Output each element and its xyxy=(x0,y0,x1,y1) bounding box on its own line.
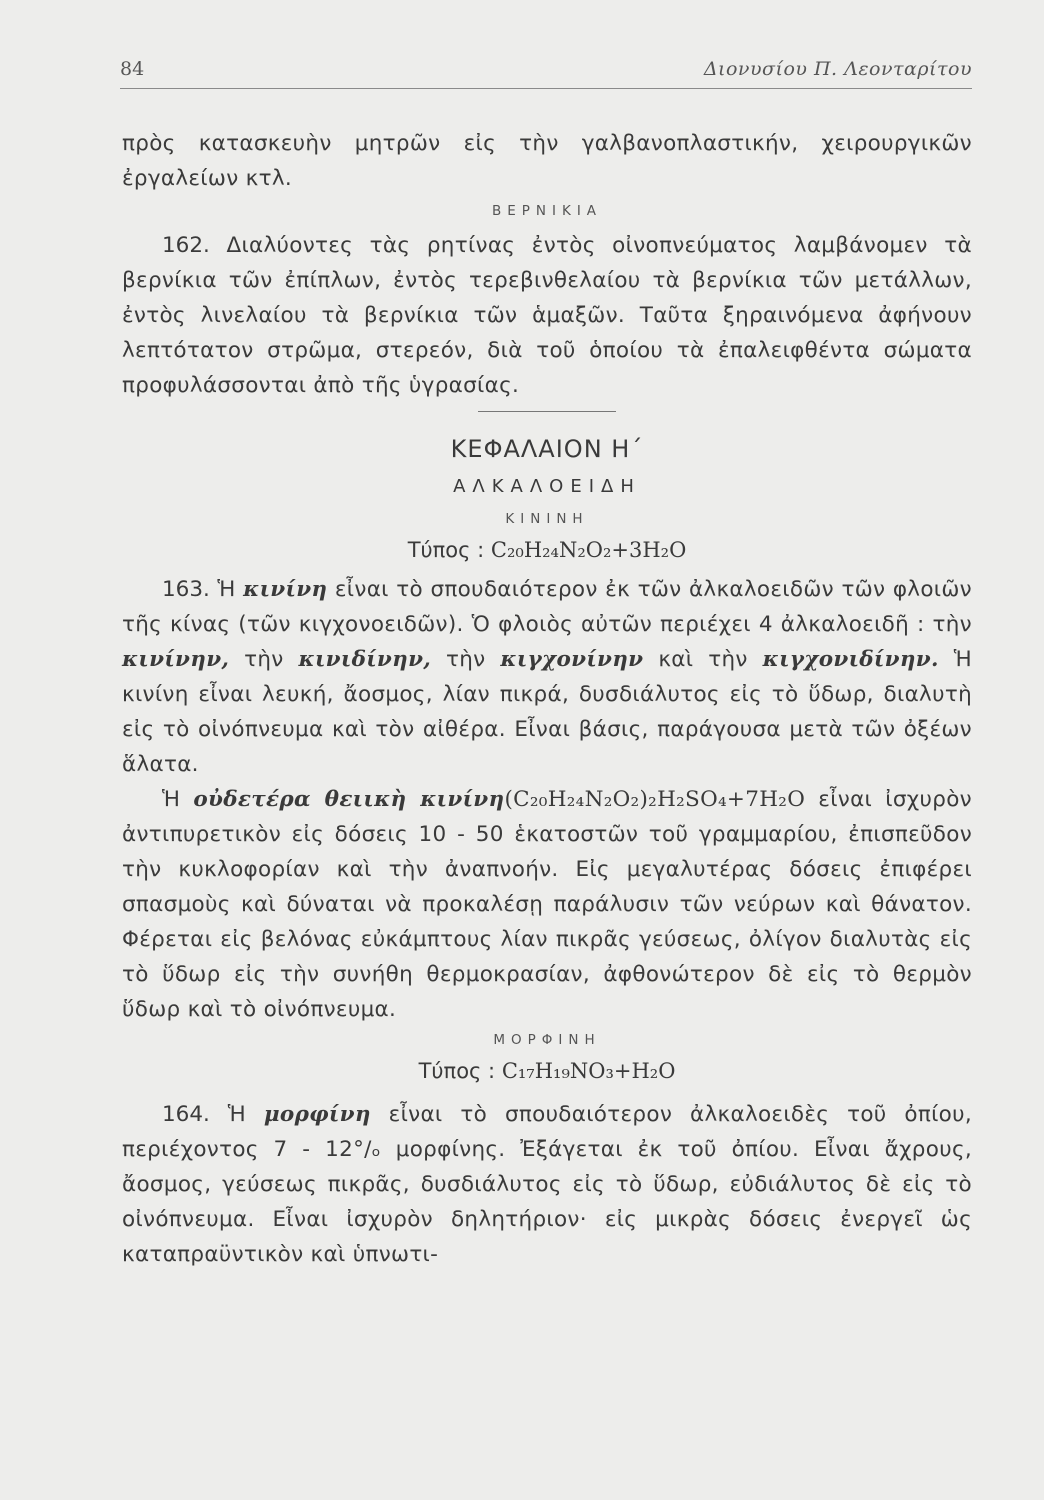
section-title: ΑΛΚΑΛΟΕΙΔΗ xyxy=(453,476,641,497)
text-run: τὴν xyxy=(446,647,486,672)
paragraph-continued: πρὸς κατασκευὴν μητρῶν εἰς τὴν γαλβανοπλαστικήν, χειρουργικῶν ἐργαλείων κτλ. xyxy=(122,131,972,191)
text-run: Ἡ κινίνη εἶναι λευκή, ἄοσμος, λίαν πικρά, δυσδιάλυτος εἰς τὸ ὕδωρ, διαλυτὴ εἰς τὸ οἰνόπνευμα καὶ τὸν αἰθέρα. Εἶναι βάσις, παράγουσα μετὰ τῶν ὀξέων ἅλατα. xyxy=(122,647,972,777)
chapter-title: ΚΕΦΑΛΑΙΟΝ Η΄ xyxy=(450,435,644,463)
term-morfini: μορφίνη xyxy=(263,1102,371,1127)
term-kinidinin: κινιδίνην, xyxy=(298,647,432,672)
term-kininin: κινίνην, xyxy=(122,647,230,672)
paragraph-162 xyxy=(122,228,972,403)
text-run: εἶναι τὸ σπουδαιότερον ἐκ τῶν ἀλκαλοειδῶν τῶν φλοιῶν τῆς κίνας (τῶν κιγχονοειδῶν). Ὁ φλοιὸς αὐτῶν περιέχει 4 ἀλκαλοειδῆ : τὴν xyxy=(122,577,972,637)
term-sulfate: οὐδετέρα θειικὴ κινίνη xyxy=(193,787,505,812)
formula-expression: C₂₀H₂₄N₂O₂+3H₂O xyxy=(490,538,687,562)
formula-expression: C₁₇H₁₉NO₃+H₂O xyxy=(501,1059,676,1083)
term-kigchoninin: κιγχονίνην xyxy=(500,647,644,672)
text-run: τὴν xyxy=(244,647,284,672)
page-number: 84 xyxy=(120,58,145,80)
formula-morfini xyxy=(122,1053,972,1089)
term-kinini: κινίνη xyxy=(243,577,328,602)
text-run: Ἡ xyxy=(227,1102,247,1127)
formula-label: Τύπος : xyxy=(418,1059,496,1083)
text-run: Ἡ xyxy=(162,787,181,812)
running-title: Διονυσίου Π. Λεονταρίτου xyxy=(703,58,972,80)
page-header xyxy=(120,56,972,89)
page-body xyxy=(122,126,972,1272)
text-run: καὶ τὴν xyxy=(658,647,748,672)
subheading-kinini: ΚΙΝΙΝΗ xyxy=(505,511,589,527)
paragraph-number: 163. xyxy=(162,577,210,602)
text-run: εἶναι ἰσχυρὸν ἀντιπυρετικὸν εἰς δόσεις 10 - 50 ἑκατοστῶν τοῦ γραμμαρίου, ἐπισπεῦδον τὴν κυκλοφορίαν καὶ τὴν ἀναπνοήν. Εἰς μεγαλυτέρας δόσεις ἐπιφέρει σπασμοὺς καὶ δύναται νὰ προκαλέσῃ παράλυσιν τῶν νεύρων καὶ θάνατον. Φέρεται εἰς βελόνας εὐκάμπτους λίαν πικρᾶς γεύσεως, ὀλίγον διαλυτὰς εἰς τὸ ὕδωρ εἰς τὴν συνήθη θερμοκρασίαν, ἀφθονώτερον δὲ εἰς τὸ θερμὸν ὕδωρ καὶ τὸ οἰνόπνευμα. xyxy=(122,787,972,1022)
paragraph-number: 164. xyxy=(162,1102,210,1127)
paragraph-164 xyxy=(122,1097,972,1272)
paragraph-number: 162. xyxy=(162,233,210,258)
subheading-verniki: ΒΕΡΝΙΚΙΑ xyxy=(491,203,603,219)
paragraph-163 xyxy=(122,572,972,782)
text-run: Ἡ xyxy=(217,577,236,602)
formula-kinini xyxy=(122,532,972,568)
paragraph-163-sulfate xyxy=(122,782,972,1027)
inline-formula: (C₂₀H₂₄N₂O₂)₂H₂SO₄+7H₂O xyxy=(504,787,806,812)
term-kigchonidinin: κιγχονιδίνην. xyxy=(762,647,939,672)
subheading-morfini: ΜΟΡΦΙΝΗ xyxy=(493,1032,601,1048)
text-run: εἶναι τὸ σπουδαιότερον ἀλκαλοειδὲς τοῦ ὀπίου, περιέχοντος 7 - 12°/ₒ μορφίνης. Ἐξάγεται ἐκ τοῦ ὀπίου. Εἶναι ἄχρους, ἄοσμος, γεύσεως πικρᾶς, δυσδιάλυτος εἰς τὸ ὕδωρ, εὐδιάλυτος δὲ εἰς τὸ οἰνόπνευμα. Εἶναι ἰσχυρὸν δηλητήριον· εἰς μικρὰς δόσεις ἐνεργεῖ ὡς καταπραϋντικὸν καὶ ὑπνωτι- xyxy=(122,1102,972,1267)
paragraph-text: Διαλύοντες τὰς ρητίνας ἐντὸς οἰνοπνεύματος λαμβάνομεν τὰ βερνίκια τῶν ἐπίπλων, ἐντὸς τερεβινθελαίου τὰ βερνίκια τῶν μετάλλων, ἐντὸς λινελαίου τὰ βερνίκια τῶν ἁμαξῶν. Ταῦτα ξηραινόμενα ἀφήνουν λεπτότατον στρῶμα, στερεόν, διὰ τοῦ ὁποίου τὰ ἐπαλειφθέντα σώματα προφυλάσσονται ἀπὸ τῆς ὑγρασίας. xyxy=(122,233,972,398)
divider-rule xyxy=(478,411,616,412)
formula-label: Τύπος : xyxy=(407,538,485,562)
